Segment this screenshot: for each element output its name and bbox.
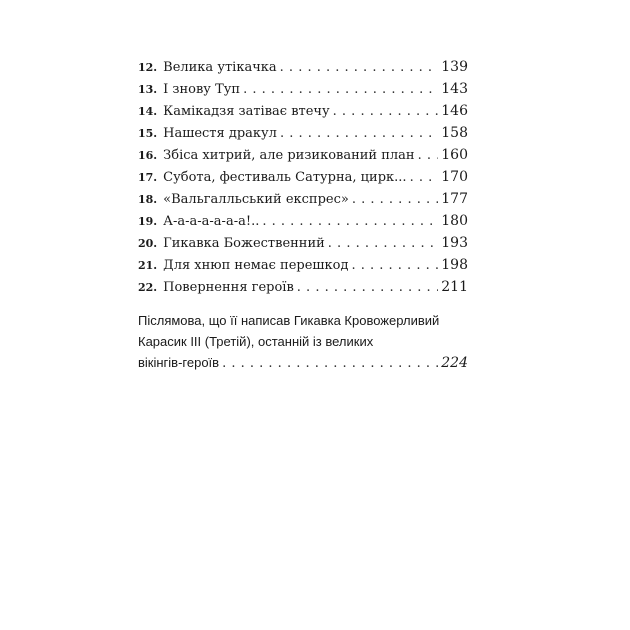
entry-title: Велика утікачка: [163, 60, 277, 75]
entry-number: 22.: [138, 281, 158, 294]
dot-leader: [297, 277, 438, 299]
toc-entry-13: [138, 78, 468, 100]
afterword-page-number: 224: [441, 355, 468, 371]
entry-title: Повернення героїв: [163, 280, 294, 295]
toc-entry-20: [138, 232, 468, 254]
dot-leader: [418, 145, 439, 167]
toc-entry-afterword: [138, 310, 468, 374]
toc-entry-22: [138, 276, 468, 298]
entry-number: 16.: [138, 149, 158, 162]
toc-entry-14: [138, 100, 468, 122]
entry-page-number: 180: [441, 213, 468, 229]
entry-page-number: 160: [441, 147, 468, 163]
dot-leader: [410, 167, 439, 189]
entry-page-number: 158: [441, 125, 468, 141]
entry-page-number: 146: [441, 103, 468, 119]
entry-title: Субота, фестиваль Сатурна, цирк...: [163, 170, 407, 185]
toc-entry-16: [138, 144, 468, 166]
entry-title: «Вальгалльський експрес»: [163, 192, 349, 207]
toc-entry-19: [138, 210, 468, 232]
entry-number: 18.: [138, 193, 158, 206]
afterword-title-line-3: вікінгів-героїв: [138, 355, 220, 370]
dot-leader: [333, 101, 439, 123]
entry-page-number: 198: [441, 257, 468, 273]
entry-page-number: 211: [441, 279, 468, 295]
entry-title: Нашестя дракул: [163, 126, 277, 141]
entry-title: Для хнюп немає перешкод: [163, 258, 349, 273]
entry-title: І знову Туп: [163, 82, 241, 97]
toc-entry-21: [138, 254, 468, 276]
entry-number: 13.: [138, 83, 158, 96]
dot-leader: [243, 79, 438, 101]
entry-page-number: 143: [441, 81, 468, 97]
afterword-title-line-1: Післямова, що її написав Гикавка Кровожерливий: [138, 313, 440, 328]
toc-entry-17: [138, 166, 468, 188]
entry-page-number: 193: [441, 235, 468, 251]
dot-leader: [280, 57, 439, 79]
dot-leader: [352, 189, 438, 211]
entry-number: 12.: [138, 61, 158, 74]
entry-title: Збіса хитрий, але ризикований план: [163, 148, 415, 163]
entry-number: 14.: [138, 105, 158, 118]
afterword-title-line-2: Карасик ІІІ (Третій), останній із великих: [138, 334, 374, 349]
entry-number: 19.: [138, 215, 158, 228]
entry-title: А-а-а-а-а-а-а!..: [163, 214, 260, 229]
entry-page-number: 139: [441, 59, 468, 75]
entry-number: 15.: [138, 127, 158, 140]
dot-leader: [280, 123, 438, 145]
entry-page-number: 177: [441, 191, 468, 207]
toc-entry-12: [138, 56, 468, 78]
entry-title: Гикавка Божественний: [163, 236, 325, 251]
entry-number: 20.: [138, 237, 158, 250]
entry-page-number: 170: [441, 169, 468, 185]
table-of-contents: [138, 56, 468, 298]
entry-number: 21.: [138, 259, 158, 272]
toc-entry-15: [138, 122, 468, 144]
afterword-last-line: [138, 352, 468, 374]
dot-leader: [351, 255, 438, 277]
entry-number: 17.: [138, 171, 158, 184]
toc-entry-18: [138, 188, 468, 210]
dot-leader: [328, 233, 438, 255]
dot-leader: [262, 211, 438, 233]
dot-leader: [222, 353, 438, 374]
entry-title: Камікадзя затіває втечу: [163, 104, 330, 119]
